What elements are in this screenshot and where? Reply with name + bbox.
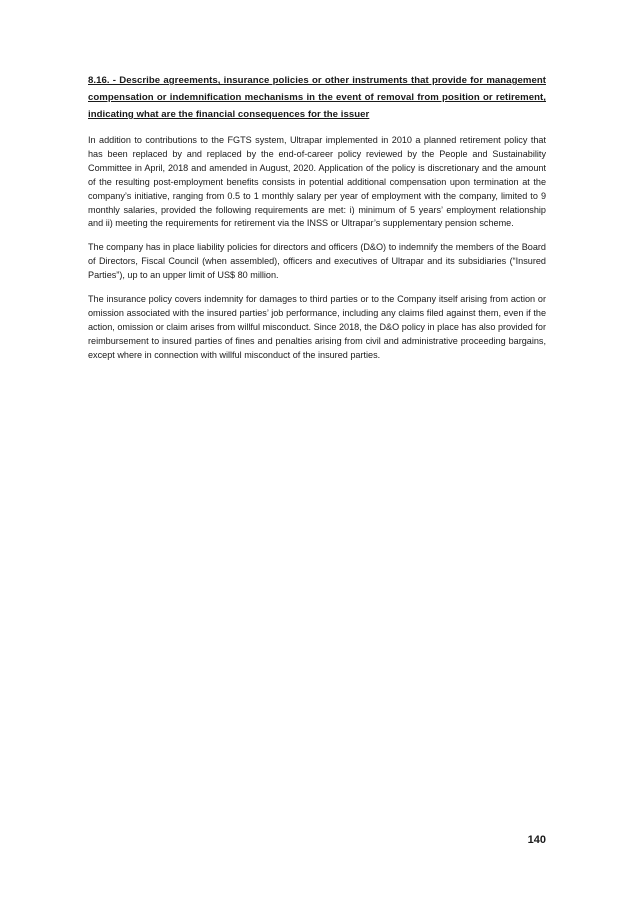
paragraph-retirement-policy: In addition to contributions to the FGTS system, Ultrapar implemented in 2010 a planned retirement policy that has been replaced by and replaced by the end-of-career policy reviewed by the People and Sustainability Committee in April, 2018 and amended in August, 2020. Application of the policy is discretionary and the amount of the resulting post-employment benefits consists in potential additional compensation upon termination at the company’s initiative, ranging from 0.5 to 1 monthly salary per year of employment with the company, limited to 9 monthly salaries, provided the following requirements are met: i) minimum of 5 years’ employment relationship and ii) meeting the requirements for retirement via the INSS or Ultrapar’s supplementary pension scheme. xyxy=(88,135,546,229)
section-heading: 8.16. - Describe agreements, insurance policies or other instruments that provide for management compensation or indemnification mechanisms in the event of removal from position or retirement, indicating what are the financial consequences for the issuer xyxy=(88,75,546,120)
page-content xyxy=(88,72,546,373)
paragraph-insurance-coverage: The insurance policy covers indemnity for damages to third parties or to the Company itself arising from action or omission associated with the insured parties’ job performance, including any claims filed against them, even if the action, omission or claim arises from willful misconduct. Since 2018, the D&O policy in place has also provided for reimbursement to insured parties of fines and penalties arising from civil and administrative proceeding bargains, except where in connection with willful misconduct of the insured parties. xyxy=(88,294,546,360)
paragraph-liability-policies: The company has in place liability policies for directors and officers (D&O) to indemnify the members of the Board of Directors, Fiscal Council (when assembled), officers and executives of Ultrapar and its subsidiaries (“Insured Parties”), up to an upper limit of US$ 80 million. xyxy=(88,242,546,281)
page-number: 140 xyxy=(527,834,546,846)
